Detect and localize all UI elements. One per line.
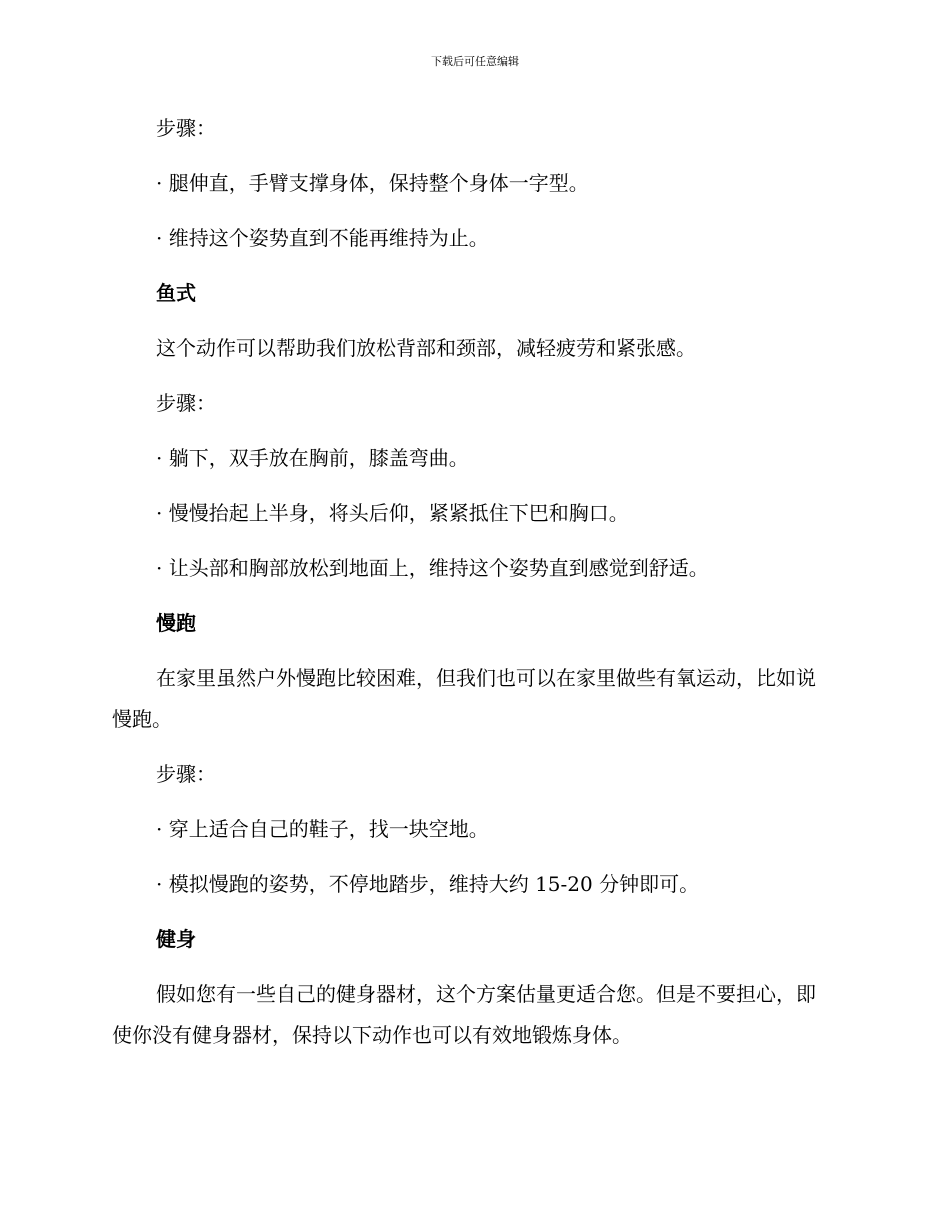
section-heading-fish-pose: 鱼式	[156, 281, 196, 305]
section-heading-jogging: 慢跑	[156, 611, 196, 635]
bullet-item: · 躺下，双手放在胸前，膝盖弯曲。	[156, 446, 469, 470]
section-heading-fitness: 健身	[156, 927, 196, 951]
bullet-item: · 让头部和胸部放松到地面上，维持这个姿势直到感觉到舒适。	[156, 556, 709, 580]
bullet-item: · 穿上适合自己的鞋子，找一块空地。	[156, 817, 489, 841]
steps-label: 步骤：	[156, 391, 216, 415]
page-header: 下载后可任意编辑	[431, 55, 519, 68]
bullet-item: · 维持这个姿势直到不能再维持为止。	[156, 226, 489, 250]
steps-label: 步骤：	[156, 116, 216, 140]
section-description: 假如您有一些自己的健身器材，这个方案估量更适合您。但是不要担心，即使你没有健身器材，保持以下动作也可以有效地锻炼身体。	[112, 982, 816, 1047]
section-description: 这个动作可以帮助我们放松背部和颈部，减轻疲劳和紧张感。	[156, 336, 696, 360]
bullet-item: · 模拟慢跑的姿势，不停地踏步，维持大约 15-20 分钟即可。	[156, 872, 700, 896]
document-body	[112, 108, 832, 1070]
bullet-item: · 慢慢抬起上半身，将头后仰，紧紧抵住下巴和胸口。	[156, 501, 629, 525]
bullet-item: · 腿伸直，手臂支撑身体，保持整个身体一字型。	[156, 171, 589, 195]
steps-label: 步骤：	[156, 762, 216, 786]
section-description: 在家里虽然户外慢跑比较困难，但我们也可以在家里做些有氧运动，比如说慢跑。	[112, 666, 816, 731]
